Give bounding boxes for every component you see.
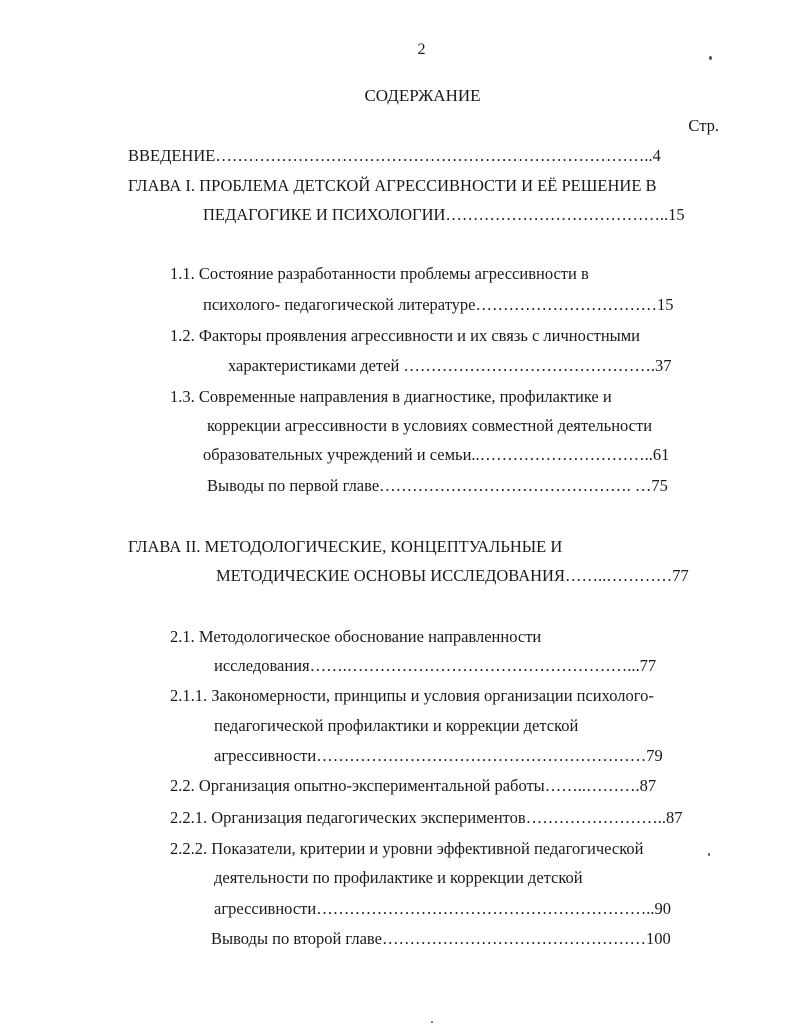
toc-chapter-2-heading-cont: МЕТОДИЧЕСКИЕ ОСНОВЫ ИССЛЕДОВАНИЯ……..…………77 [216,566,689,585]
scan-speck [709,56,712,60]
scan-speck [708,853,710,856]
toc-entry-2-1: 2.1. Методологическое обоснование направленности [170,627,542,646]
toc-chapter-1-heading-cont: ПЕДАГОГИКЕ И ПСИХОЛОГИИ…………………………………..15 [203,205,685,224]
toc-entry-1-2: 1.2. Факторы проявления агрессивности и их связь с личностными [170,326,641,345]
toc-chapter-1-heading: ГЛАВА I. ПРОБЛЕМА ДЕТСКОЙ АГРЕССИВНОСТИ И ЕЁ РЕШЕНИЕ В [128,176,657,195]
toc-entry-2-2: 2.2. Организация опытно-экспериментальной работы……..……….87 [170,776,657,795]
toc-entry-1-1: 1.1. Состояние разработанности проблемы агрессивности в [170,264,589,283]
page-column-label: Стр. [688,116,719,135]
scan-speck [431,1021,433,1023]
toc-entry-chapter-2-conclusions: Выводы по второй главе…………………………………………100 [211,929,671,948]
page-number: 2 [417,41,426,58]
toc-entry-2-1-1-cont-1: педагогической профилактики и коррекции детской [214,716,579,735]
toc-entry-1-3-cont-1: коррекции агрессивности в условиях совместной деятельности [207,416,653,435]
toc-entry-2-2-2: 2.2.2. Показатели, критерии и уровни эффективной педагогической [170,839,644,858]
toc-entry-1-2-cont: характеристиками детей ……………………………………….37 [228,356,672,375]
toc-entry-1-1-cont: психолого- педагогической литературе……………………………15 [203,295,674,314]
toc-entry-1-3: 1.3. Современные направления в диагностике, профилактике и [170,387,612,406]
toc-entry-2-1-1: 2.1.1. Закономерности, принципы и условия организации психолого- [170,686,654,705]
toc-entry-2-2-1: 2.2.1. Организация педагогических экспериментов……………………..87 [170,808,683,827]
toc-entry-introduction: ВВЕДЕНИЕ……………………………………………………………………..4 [128,146,661,165]
toc-chapter-2-heading: ГЛАВА II. МЕТОДОЛОГИЧЕСКИЕ, КОНЦЕПТУАЛЬНЫЕ И [128,537,563,556]
page-title: СОДЕРЖАНИЕ [364,86,481,105]
toc-entry-2-1-1-cont-2: агрессивности……………………………………………………79 [214,746,663,765]
toc-entry-2-2-2-cont-2: агрессивности……………………………………………………..90 [214,899,671,918]
toc-entry-2-2-2-cont-1: деятельности по профилактике и коррекции детской [214,868,583,887]
toc-entry-1-3-cont-2: образовательных учреждений и семьи..…………………………..61 [203,445,670,464]
toc-entry-chapter-1-conclusions: Выводы по первой главе………………………………………. …75 [207,476,668,495]
toc-entry-2-1-cont: исследования…….……………………………………………...77 [214,656,657,675]
